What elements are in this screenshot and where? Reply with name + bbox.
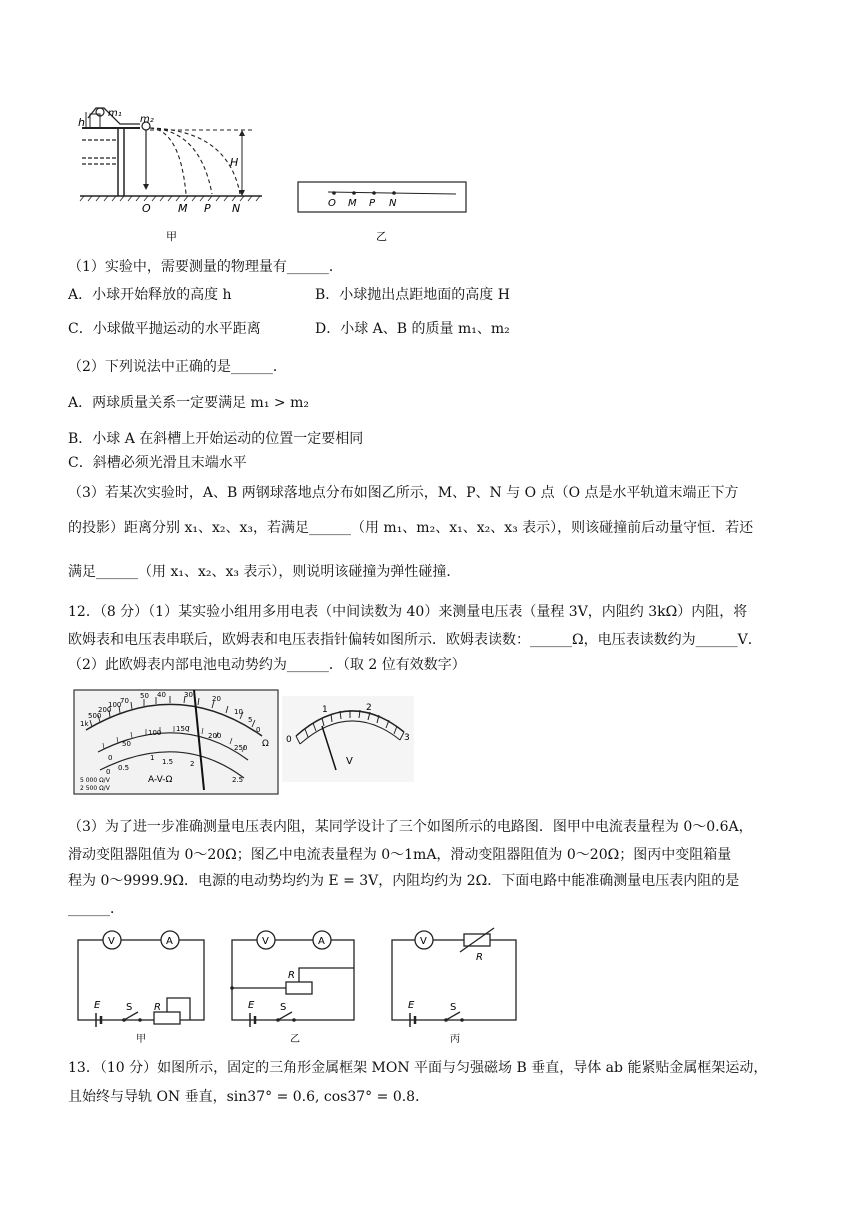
q11-option-d: D．小球 A、B 的质量 m₁、m₂ [315, 321, 510, 337]
c2-A: A [318, 936, 325, 947]
figure-yi-caption: 乙 [376, 230, 387, 243]
c1-V: V [108, 936, 115, 947]
c1-S: S [126, 1002, 133, 1013]
label-N: N [232, 202, 241, 215]
meter-brand: A-V-Ω [148, 775, 173, 785]
ohm-tick-0: 0 [256, 726, 261, 734]
dc-tick-50: 50 [122, 740, 131, 748]
ohm-tick-100: 100 [108, 701, 122, 709]
label-P: P [204, 202, 211, 215]
q13-line2: 且始终与导轨 ON 垂直，sin37° = 0.6, cos37° = 0.8． [68, 1089, 430, 1105]
c1-R: R [154, 1002, 161, 1013]
c3-R: R [476, 952, 483, 963]
strip-label-P: P [369, 198, 376, 209]
ohm-tick-5: 5 [248, 716, 253, 724]
label-M: M [178, 202, 188, 215]
c3-S: S [450, 1002, 457, 1013]
q11-part2-c: C．斜槽必须光滑且末端水平 [68, 455, 247, 471]
dc-tick-250: 250 [234, 744, 248, 752]
q12-line4: （3）为了进一步准确测量电压表内阻，某同学设计了三个如图所示的电路图．图甲中电流表量程为 0～0.6A， [68, 819, 753, 835]
c1-caption: 甲 [136, 1034, 146, 1045]
q11-part3-line3: 满足______（用 x₁、x₂、x₃ 表示），则说明该碰撞为弹性碰撞． [68, 564, 461, 580]
ohm-tick-10: 10 [234, 708, 243, 716]
q11-part3-line2: 的投影）距离分别 x₁、x₂、x₃，若满足______（用 m₁、m₂、x₁、x₂、x₃ 表示），则该碰撞前后动量守恒．若还 [68, 520, 754, 536]
q12-line7: ______． [68, 901, 124, 917]
q12-line6: 程为 0～9999.9Ω．电源的电动势均约为 E = 3V，内阻均约为 2Ω．下面电路中能准确测量电压表内阻的是 [68, 873, 740, 889]
dc-tick-200: 200 [208, 732, 222, 740]
q11-part3-line1: （3）若某次实验时，A、B 两钢球落地点分布如图乙所示，M、P、N 与 O 点（O 点是水平轨道末端正下方 [68, 485, 739, 501]
ohm-tick-20: 20 [212, 695, 221, 703]
ohm-tick-40: 40 [157, 691, 166, 699]
ac-tick-0: 0 [106, 768, 111, 776]
label-O: O [142, 202, 151, 215]
ac-tick-2: 2 [190, 760, 195, 768]
voltmeter-tick-1: 1 [322, 705, 328, 715]
ac-tick-0.5: 0.5 [118, 764, 130, 772]
c3-V: V [420, 936, 427, 947]
c1-E: E [94, 1000, 101, 1011]
q13-line1: 13．（10 分）如图所示，固定的三角形金属框架 MON 平面与匀强磁场 B 垂直，导体 ab 能紧贴金属框架运动， [68, 1060, 768, 1076]
ohm-tick-500: 500 [88, 712, 102, 720]
q12-line1: 12．（8 分）（1）某实验小组用多用电表（中间读数为 40）来测量电压表（量程 3V，内阻约 3kΩ）内阻，将 [68, 604, 748, 620]
voltmeter-tick-2: 2 [366, 703, 372, 713]
q12-line2: 欧姆表和电压表串联后，欧姆表和电压表指针偏转如图所示．欧姆表读数：______Ω，电压表读数约为______V． [68, 632, 762, 648]
figure-jia-caption: 甲 [166, 230, 177, 243]
dc-tick-0: 0 [108, 754, 113, 762]
q11-part2: （2）下列说法中正确的是______． [68, 359, 287, 375]
strip-label-M: M [348, 198, 357, 209]
dc-tick-150: 150 [176, 725, 190, 733]
dc-tick-100: 100 [148, 729, 162, 737]
strip-label-O: O [328, 198, 336, 209]
q11-part2-a: A．两球质量关系一定要满足 m₁ > m₂ [68, 395, 309, 411]
ac-tick-2.5: 2.5 [232, 776, 244, 784]
q11-part1: （1）实验中，需要测量的物理量有______． [68, 259, 343, 275]
label-H: H [230, 156, 239, 169]
q11-option-c: C．小球做平抛运动的水平距离 [68, 321, 261, 337]
c2-S: S [280, 1002, 287, 1013]
voltmeter-tick-3: 3 [404, 733, 410, 743]
ohm-tick-50: 50 [140, 692, 149, 700]
ac-tick-1: 1 [150, 754, 155, 762]
q12-line3: （2）此欧姆表内部电池电动势约为______．（取 2 位有效数字） [68, 657, 466, 673]
c2-caption: 乙 [290, 1034, 300, 1045]
ohm-unit: Ω [262, 739, 269, 749]
label-m1: m₁ [108, 108, 122, 119]
ohm-tick-200: 200 [98, 706, 112, 714]
c3-E: E [408, 1000, 415, 1011]
label-m2: m₂ [140, 114, 154, 125]
c2-E: E [248, 1000, 255, 1011]
meter-spec-2: 2 500 Ω/V [80, 785, 110, 792]
voltmeter-tick-0: 0 [286, 735, 292, 745]
c2-R: R [288, 970, 295, 981]
c1-A: A [166, 936, 173, 947]
meter-spec-1: 5 000 Ω/V [80, 777, 110, 784]
ohm-tick-1k: 1k [80, 720, 89, 728]
voltmeter-unit: V [346, 756, 353, 767]
c3-caption: 丙 [450, 1034, 460, 1045]
q11-option-b: B．小球抛出点距地面的高度 H [315, 287, 510, 303]
q12-line5: 滑动变阻器阻值为 0～20Ω；图乙中电流表量程为 0～1mA，滑动变阻器阻值为 0～20Ω；图丙中变阻箱量 [68, 847, 732, 863]
ohm-tick-70: 70 [120, 697, 129, 705]
q11-part2-b: B．小球 A 在斜槽上开始运动的位置一定要相同 [68, 431, 364, 447]
ac-tick-1.5: 1.5 [162, 758, 174, 766]
c2-V: V [262, 936, 269, 947]
strip-label-N: N [389, 198, 397, 209]
label-h: h [78, 116, 85, 129]
q11-option-a: A．小球开始释放的高度 h [68, 287, 232, 303]
ohm-tick-30: 30 [184, 691, 193, 699]
